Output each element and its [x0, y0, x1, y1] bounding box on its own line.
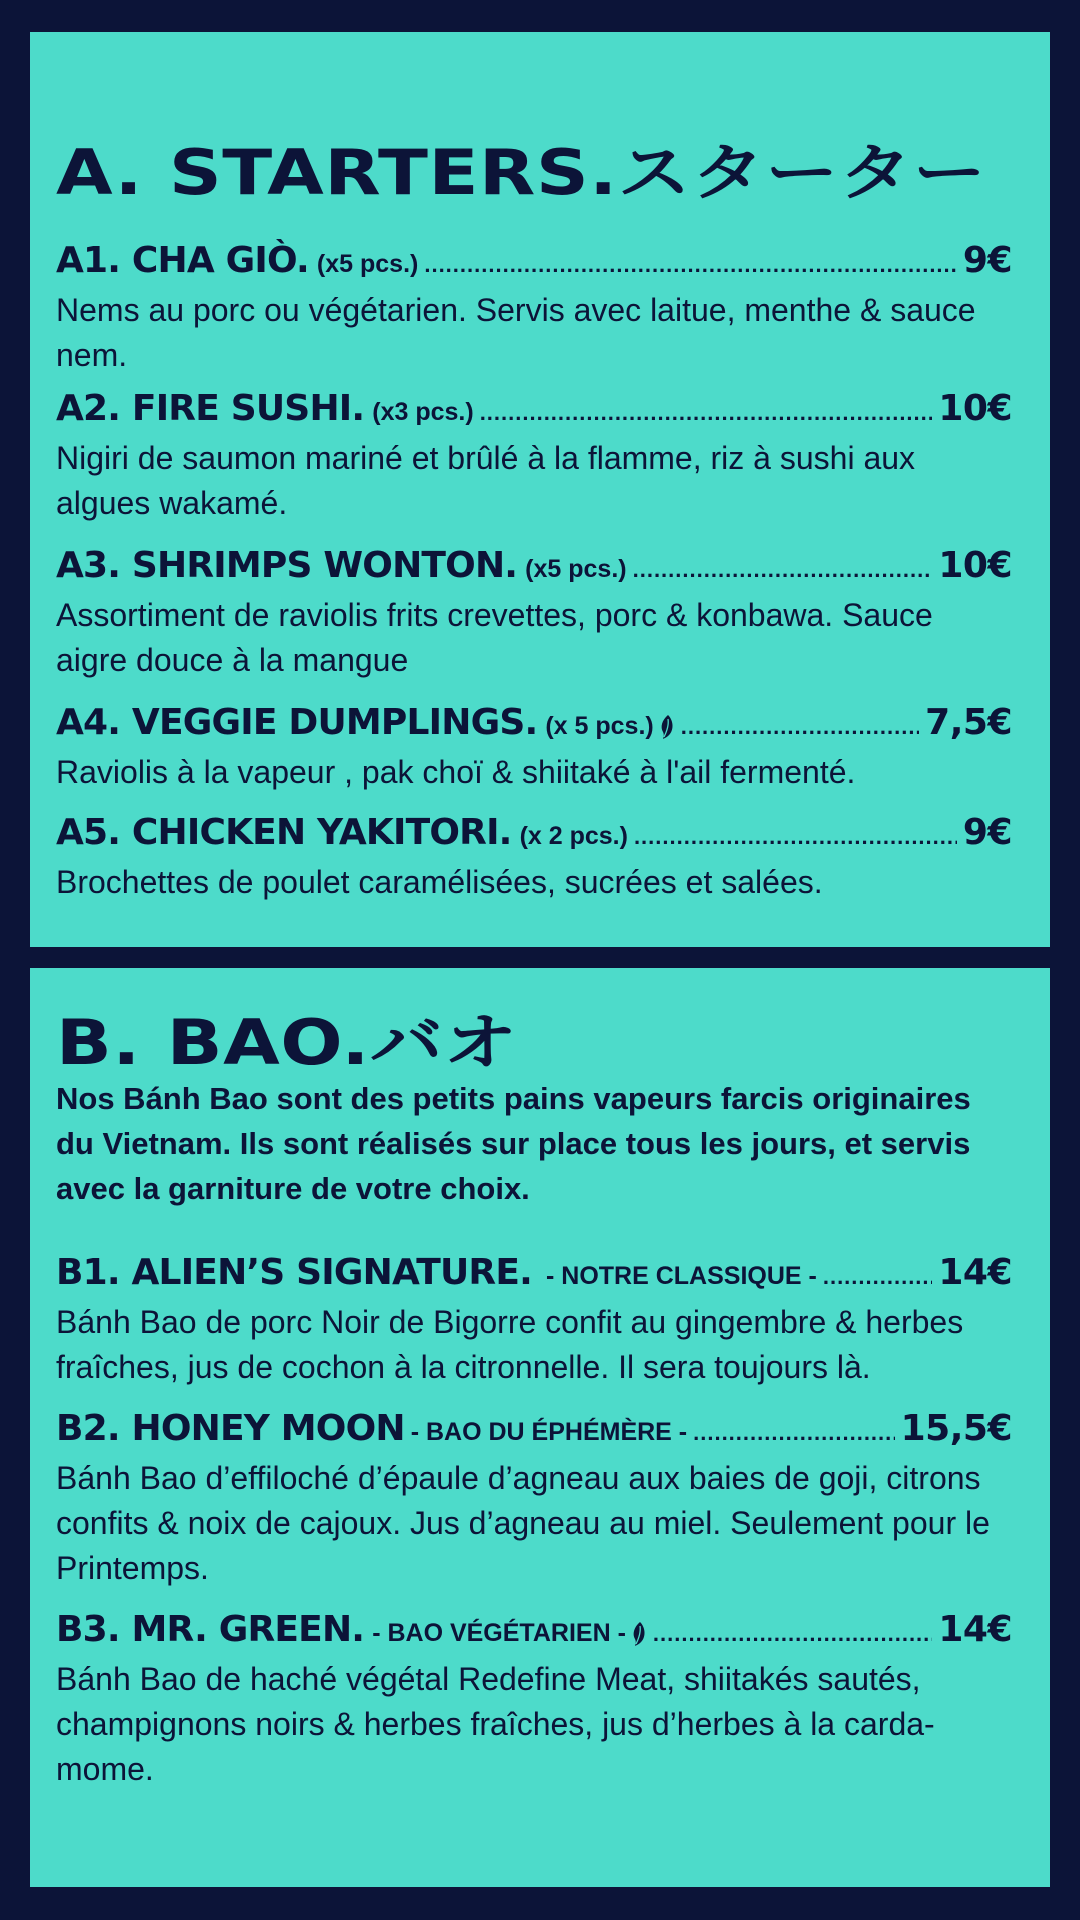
- item-description: Nigiri de saumon mariné et brûlé à la flamme, riz à sushi aux algues wakamé.: [56, 440, 916, 521]
- item-price: 10€: [938, 545, 1012, 586]
- dot-leader: [681, 714, 919, 740]
- dot-leader: [424, 252, 957, 278]
- item-description: Brochettes de poulet caramélisées, sucrées et salées.: [56, 864, 823, 900]
- item-name: A3. SHRIMPS WONTON.: [56, 545, 518, 586]
- starters-section: [30, 32, 1050, 947]
- item-description: Bánh Bao d’effiloché d’épaule d’agneau aux baies de goji, citrons confits & noix de cajoux. Jus d’agneau au miel. Seulement pour le Printemps.: [56, 1460, 990, 1586]
- menu-item: [56, 388, 1012, 526]
- item-name: A4. VEGGIE DUMPLINGS.: [56, 702, 538, 743]
- leaf-icon: [631, 1621, 647, 1647]
- item-name: B3. MR. GREEN.: [56, 1609, 365, 1650]
- dot-leader: [653, 1621, 932, 1647]
- item-price: 9€: [962, 812, 1012, 853]
- menu-item: [56, 240, 1012, 378]
- item-quantity: (x5 pcs.): [525, 555, 627, 583]
- item-description: Bánh Bao de porc Noir de Bigorre confit au gingembre & herbes fraîches, jus de cochon à la citronnelle. Il sera toujours là.: [56, 1304, 964, 1385]
- item-quantity: (x 5 pcs.): [545, 712, 654, 740]
- starters-title: A. STARTERS.スターター: [56, 136, 987, 209]
- item-description: Bánh Bao de haché végétal Redefine Meat, shiitakés sautés, champignons noirs & herbes fraîches, jus d’herbes à la carda-mome.: [56, 1661, 935, 1787]
- item-price: 14€: [938, 1252, 1012, 1293]
- menu-item: [56, 1252, 1012, 1390]
- item-name: A1. CHA GIÒ.: [56, 240, 309, 281]
- menu-item: [56, 1609, 1012, 1792]
- dot-leader: [633, 557, 933, 583]
- menu-item: [56, 545, 1012, 683]
- item-description: Assortiment de raviolis frits crevettes, porc & konbawa. Sauce aigre douce à la mangue: [56, 597, 933, 678]
- item-description: Raviolis à la vapeur , pak choï & shiitaké à l'ail fermenté.: [56, 754, 856, 790]
- item-price: 10€: [938, 388, 1012, 429]
- bao-title: B. BAO.バオ: [56, 1006, 518, 1079]
- dot-leader: [693, 1420, 895, 1446]
- item-tagline: - BAO VÉGÉTARIEN -: [372, 1619, 626, 1647]
- menu-item: [56, 1408, 1012, 1591]
- item-name: A2. FIRE SUSHI.: [56, 388, 365, 429]
- dot-leader: [634, 824, 957, 850]
- item-price: 14€: [938, 1609, 1012, 1650]
- item-price: 15,5€: [900, 1408, 1012, 1449]
- item-description: Nems au porc ou végétarien. Servis avec laitue, menthe & sauce nem.: [56, 292, 976, 373]
- dot-leader: [823, 1264, 933, 1290]
- menu-item: [56, 812, 1012, 905]
- bao-intro: Nos Bánh Bao sont des petits pains vapeurs farcis originaires du Vietnam. Ils sont réalisés sur place tous les jours, et servis avec la garniture de votre choix.: [56, 1081, 971, 1206]
- dot-leader: [480, 400, 933, 426]
- item-name: B1. ALIEN’S SIGNATURE.: [56, 1252, 532, 1293]
- item-quantity: (x3 pcs.): [372, 398, 474, 426]
- item-quantity: (x 2 pcs.): [519, 822, 628, 850]
- menu-item: [56, 702, 1012, 795]
- item-price: 7,5€: [925, 702, 1012, 743]
- leaf-icon: [659, 714, 675, 740]
- bao-section: [30, 968, 1050, 1887]
- item-tagline: - BAO DU ÉPHÉMÈRE -: [410, 1418, 688, 1446]
- item-quantity: (x5 pcs.): [316, 250, 419, 278]
- item-price: 9€: [962, 240, 1012, 281]
- item-name: A5. CHICKEN YAKITORI.: [56, 812, 512, 853]
- item-name: B2. HONEY MOON: [56, 1408, 405, 1449]
- item-tagline: - NOTRE CLASSIQUE -: [546, 1262, 817, 1290]
